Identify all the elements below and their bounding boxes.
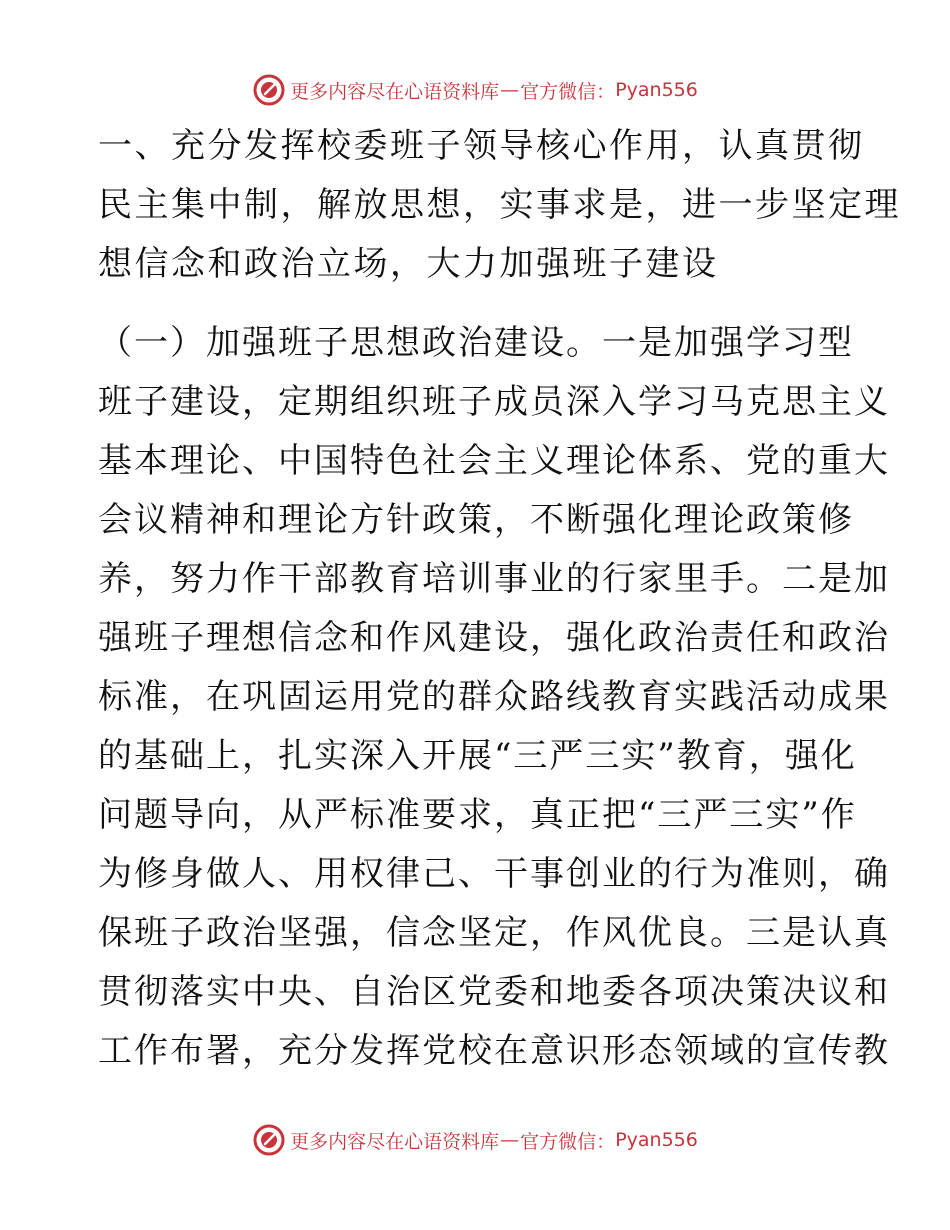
- paragraph-line: 养，努力作干部教育培训事业的行家里手。二是加: [98, 559, 890, 599]
- body-paragraph: [98, 314, 890, 1081]
- footer-watermark: [0, 1120, 950, 1160]
- logo-icon: [252, 1123, 286, 1157]
- watermark-official-label: 官方微信：: [520, 80, 616, 103]
- paragraph-line: 保班子政治坚强，信念坚定，作风优良。三是认真: [98, 913, 890, 953]
- paragraph-line: 班子建设，定期组织班子成员深入学习马克思主义: [98, 382, 890, 422]
- header-watermark: [0, 70, 950, 110]
- watermark-wechat-id: Pyan556: [615, 1129, 698, 1151]
- watermark-wechat-id: Pyan556: [615, 79, 698, 101]
- heading-line: 民主集中制，解放思想，实事求是，进一步坚定理: [98, 185, 901, 225]
- heading-line: 想信念和政治立场，大力加强班子建设: [98, 244, 719, 284]
- paragraph-line: （一）加强班子思想政治建设。一是加强学习型: [98, 323, 854, 363]
- paragraph-line: 工作布署，充分发挥党校在意识形态领域的宣传教: [98, 1031, 890, 1071]
- document-body: [98, 117, 901, 1081]
- watermark-text: 更多内容尽在心语资料库: [290, 1130, 500, 1153]
- paragraph-line: 基本理论、中国特色社会主义理论体系、党的重大: [98, 441, 890, 481]
- paragraph-line: 会议精神和理论方针政策，不断强化理论政策修: [98, 500, 854, 540]
- paragraph-line: 标准，在巩固运用党的群众路线教育实践活动成果: [98, 677, 890, 717]
- watermark-separator: —: [500, 1129, 520, 1151]
- paragraph-line: 问题导向，从严标准要求，真正把“三严三实”作: [98, 795, 857, 835]
- paragraph-line: 强班子理想信念和作风建设，强化政治责任和政治: [98, 618, 890, 658]
- heading-line: 一、充分发挥校委班子领导核心作用，认真贯彻: [98, 126, 865, 166]
- paragraph-line: 的基础上，扎实深入开展“三严三实”教育，强化: [98, 736, 857, 776]
- watermark-text: 更多内容尽在心语资料库: [290, 80, 500, 103]
- paragraph-line: 贯彻落实中央、自治区党委和地委各项决策决议和: [98, 972, 890, 1012]
- watermark-official-label: 官方微信：: [520, 1130, 616, 1153]
- paragraph-line: 为修身做人、用权律己、干事创业的行为准则，确: [98, 854, 890, 894]
- section-heading: [98, 117, 901, 294]
- logo-icon: [252, 73, 286, 107]
- watermark-separator: —: [500, 79, 520, 101]
